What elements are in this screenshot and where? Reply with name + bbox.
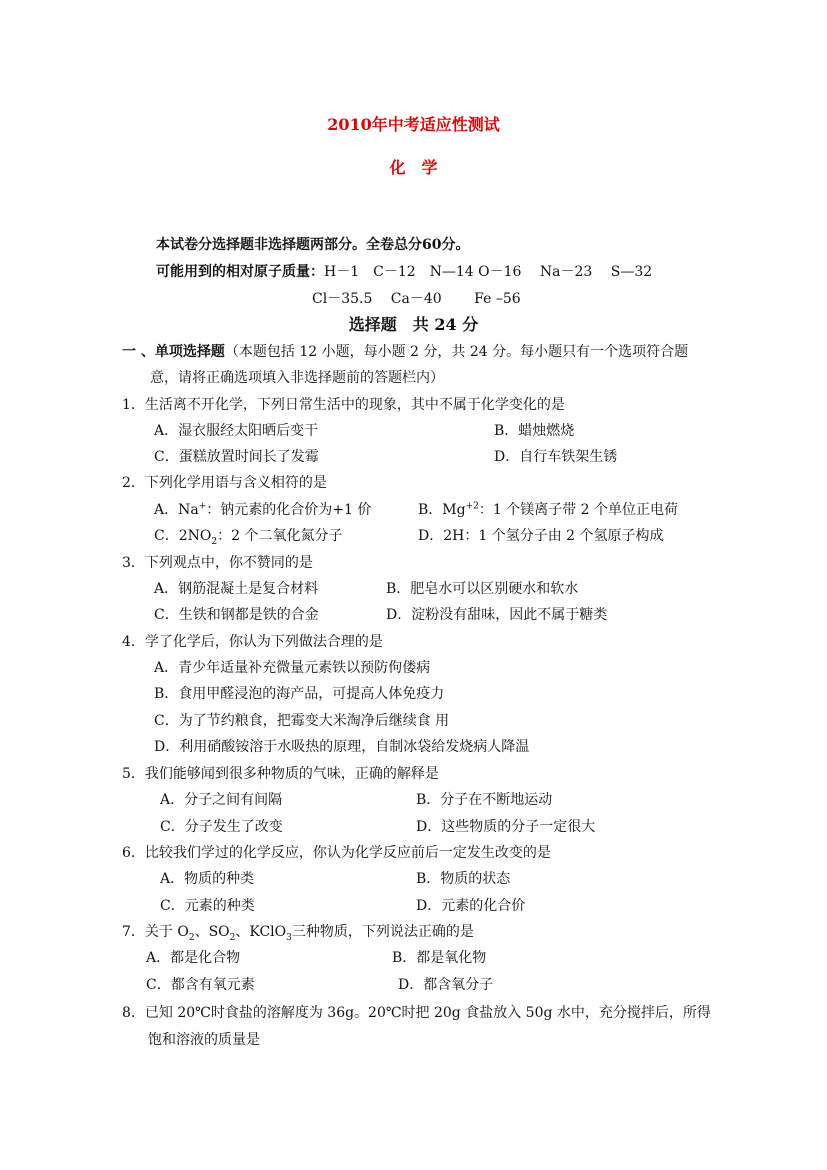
atomic-mass-line <box>156 263 652 281</box>
subscript: 2 <box>211 536 218 547</box>
option-c: C．都含有氧元素 <box>146 977 255 993</box>
stem-text: 三种物质，下列说法正确的是 <box>291 924 474 940</box>
option-b: B．物质的状态 <box>416 871 511 887</box>
question-stem: 3．下列观点中，你不赞同的是 <box>122 555 313 571</box>
question-stem: 6．比较我们学过的化学反应，你认为化学反应前后一定发生改变的是 <box>122 845 551 861</box>
intro-line: 本试卷分选择题非选择题两部分。全卷总分60分。 <box>156 237 470 253</box>
option-c: C．分子发生了改变 <box>160 819 283 835</box>
subscript: 2 <box>188 932 195 943</box>
question-stem <box>122 923 474 941</box>
subscript: 3 <box>286 932 292 943</box>
option-d: D．元素的化合价 <box>416 898 526 914</box>
option-b: B．食用甲醛浸泡的海产品，可提高人体免疫力 <box>154 686 445 702</box>
option-c: C．为了节约粮食，把霉变大米淘净后继续食 用 <box>154 713 450 729</box>
option-a: A．青少年适量补充微量元素铁以预防佝偻病 <box>154 660 431 676</box>
question-stem: 1．生活离不开化学，下列日常生活中的现象，其中不属于化学变化的是 <box>122 397 565 413</box>
option-c-text: C．2NO <box>154 528 212 544</box>
option-b-text-rest: ：1 个镁离子带 2 个单位正电荷 <box>478 502 679 518</box>
option-a-text-rest: ：钠元素的化合价为+1 价 <box>206 502 372 518</box>
part-label: 一 、单项选择题 <box>122 344 225 360</box>
option-a: A．钢筋混凝土是复合材料 <box>154 581 319 597</box>
option-d: D．这些物质的分子一定很大 <box>416 819 596 835</box>
part-heading <box>122 343 688 361</box>
stem-text: 、SO <box>194 924 230 940</box>
subject-title: 化 学 <box>389 158 438 177</box>
section-title: 选择题 共 24 分 <box>348 315 479 334</box>
option-b: B．肥皂水可以区别硬水和软水 <box>386 581 579 597</box>
subscript: 2 <box>229 932 236 943</box>
question-stem: 2．下列化学用语与含义相符的是 <box>122 475 327 491</box>
option-c: C．生铁和钢都是铁的合金 <box>154 607 319 623</box>
atomic-mass-row1: H－1 C－12 N—14 O－16 Na－23 S—32 <box>324 264 653 280</box>
option-c: C．蛋糕放置时间长了发霉 <box>154 449 319 465</box>
exam-title: 2010年中考适应性测试 <box>327 115 500 134</box>
option-c: C．元素的种类 <box>160 898 255 914</box>
option-b-text: B．Mg <box>418 502 466 518</box>
question-stem: 8．已知 20℃时食盐的溶解度为 36g。20℃时把 20g 食盐放入 50g 水中，充分搅拌后，所得 <box>122 1005 711 1021</box>
option-b: B．分子在不断地运动 <box>416 792 553 808</box>
option-d: D．都含氧分子 <box>398 977 494 993</box>
stem-text: 7．关于 O <box>122 924 189 940</box>
option-d: D．淀粉没有甜味，因此不属于糖类 <box>386 607 608 623</box>
option-b: B．都是氧化物 <box>392 950 487 966</box>
option-d: D．利用硝酸铵溶于水吸热的原理，自制冰袋给发烧病人降温 <box>154 739 530 755</box>
question-stem: 5．我们能够闻到很多种物质的气味，正确的解释是 <box>122 766 439 782</box>
option-a: A．物质的种类 <box>160 871 255 887</box>
option-d: D．自行车铁架生锈 <box>494 449 618 465</box>
option-a: A．都是化合物 <box>146 950 241 966</box>
question-stem-cont: 饱和溶液的质量是 <box>148 1032 260 1048</box>
atomic-mass-row2: Cl－35.5 Ca－40 Fe –56 <box>312 291 521 307</box>
option-c <box>154 527 342 545</box>
superscript: +2 <box>465 501 479 512</box>
option-a: A．湿衣服经太阳晒后变干 <box>154 423 319 439</box>
stem-text: 、KClO <box>235 924 287 940</box>
option-b <box>418 501 678 519</box>
option-a: A．分子之间有间隔 <box>160 792 283 808</box>
option-d: D．2H：1 个氢分子由 2 个氢原子构成 <box>418 528 664 544</box>
option-a <box>154 501 371 519</box>
part-description-cont: 意，请将正确选项填入非选择题前的答题栏内） <box>150 370 444 386</box>
part-description: （本题包括 12 小题，每小题 2 分，共 24 分。每小题只有一个选项符合题 <box>224 344 689 360</box>
atomic-mass-label: 可能用到的相对原子质量： <box>156 264 324 280</box>
option-b: B．蜡烛燃烧 <box>494 423 575 439</box>
question-stem: 4．学了化学后，你认为下列做法合理的是 <box>122 634 383 650</box>
option-a-text: A．Na <box>154 502 199 518</box>
superscript: + <box>198 501 207 512</box>
option-c-text-rest: ：2 个二氧化氮分子 <box>217 528 343 544</box>
